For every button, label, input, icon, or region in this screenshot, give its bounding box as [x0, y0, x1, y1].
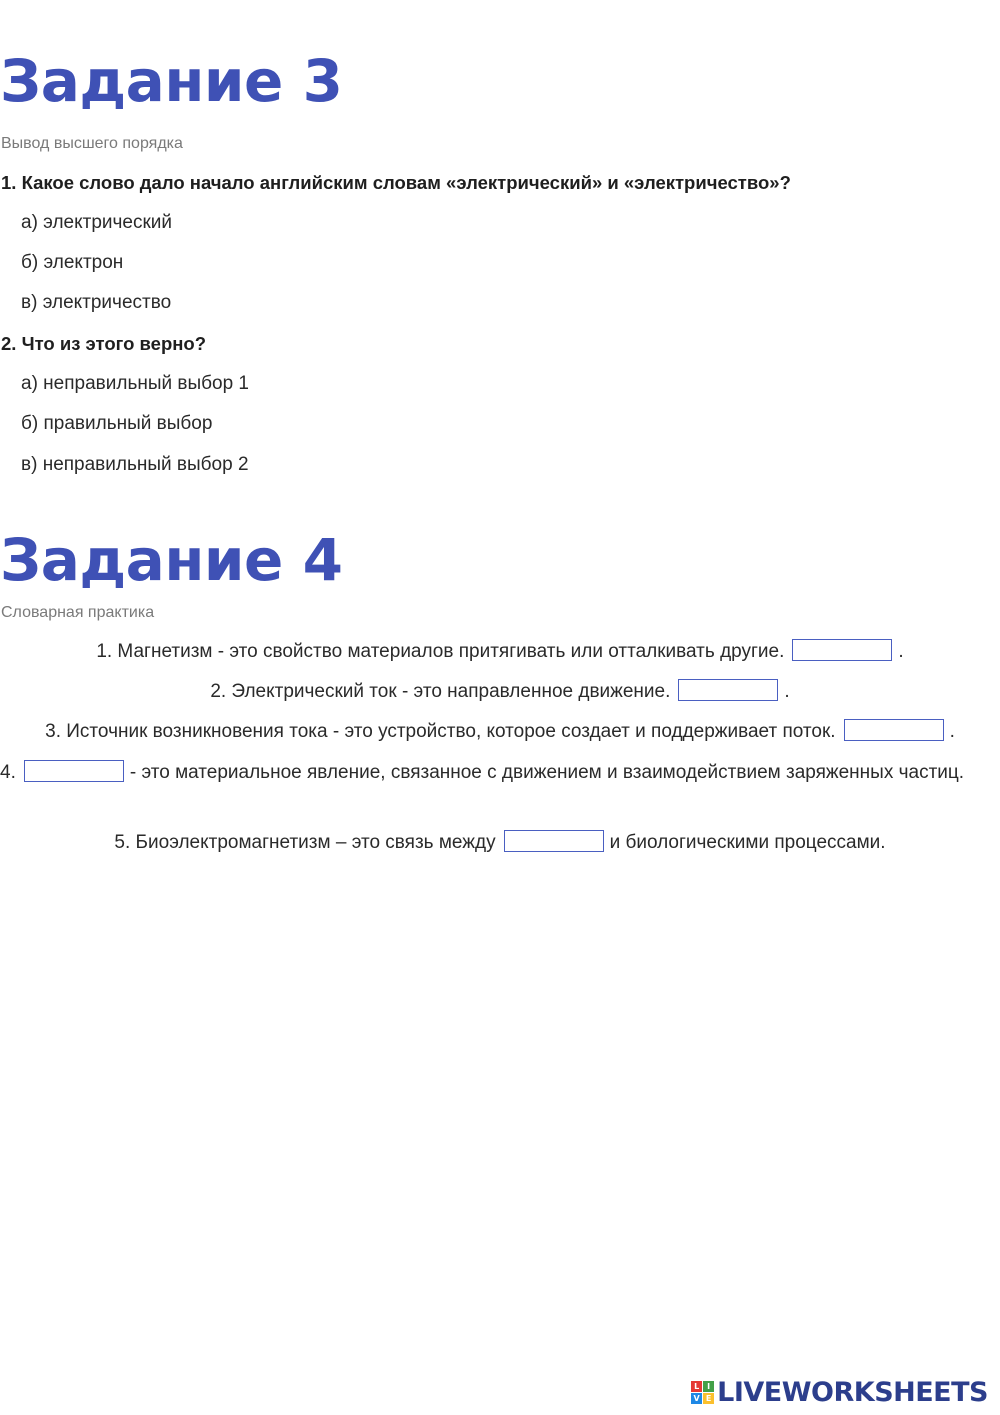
- liveworksheets-logo: [691, 1376, 988, 1408]
- task4-title: Задание 4: [0, 526, 343, 594]
- fill-item-5: [0, 831, 1000, 855]
- fill-item-3: [0, 720, 1000, 744]
- fill-item-2: [0, 680, 1000, 704]
- fill-item-1: [0, 640, 1000, 664]
- logo-mark-letter: L: [691, 1381, 702, 1392]
- q2-option-c[interactable]: в) неправильный выбор 2: [21, 454, 249, 475]
- task4-subtitle: Словарная практика: [1, 604, 155, 621]
- fill-item-5-text: 5. Биоэлектромагнетизм – это связь между: [114, 832, 496, 853]
- q1-option-b[interactable]: б) электрон: [21, 252, 124, 273]
- logo-mark-letter: V: [691, 1393, 702, 1404]
- question-2: 2. Что из этого верно?: [1, 333, 207, 354]
- task3-title: Задание 3: [0, 47, 343, 115]
- blank-input-3[interactable]: [844, 719, 944, 741]
- fill-item-1-text: 1. Магнетизм - это свойство материалов притягивать или отталкивать другие.: [96, 641, 785, 662]
- fill-item-2-end: .: [784, 681, 790, 702]
- logo-mark-letter: E: [703, 1393, 714, 1404]
- fill-item-4-number: 4.: [0, 762, 16, 783]
- blank-input-5[interactable]: [504, 830, 604, 852]
- fill-item-4: [0, 758, 995, 788]
- logo-text: LIVEWORKSHEETS: [717, 1376, 988, 1408]
- blank-input-4[interactable]: [24, 760, 124, 782]
- q2-option-a[interactable]: а) неправильный выбор 1: [21, 373, 249, 394]
- q1-option-a[interactable]: а) электрический: [21, 212, 173, 233]
- blank-input-2[interactable]: [678, 679, 778, 701]
- fill-item-3-end: .: [949, 721, 955, 742]
- task3-subtitle: Вывод высшего порядка: [1, 135, 183, 152]
- logo-mark-letter: I: [703, 1381, 714, 1392]
- blank-input-1[interactable]: [792, 639, 892, 661]
- fill-item-2-text: 2. Электрический ток - это направленное движение.: [210, 681, 671, 702]
- fill-item-3-text: 3. Источник возникновения тока - это устройство, которое создает и поддерживает поток.: [45, 721, 836, 742]
- logo-mark-icon: [691, 1381, 714, 1404]
- q1-option-c[interactable]: в) электричество: [21, 292, 172, 313]
- q2-option-b[interactable]: б) правильный выбор: [21, 413, 213, 434]
- fill-item-4-text: - это материальное явление, связанное с движением и взаимодействием заряженных частиц.: [129, 762, 965, 783]
- fill-item-1-end: .: [898, 641, 904, 662]
- fill-item-5-end: и биологическими процессами.: [609, 832, 886, 853]
- question-1: 1. Какое слово дало начало английским словам «электрический» и «электричество»?: [1, 172, 791, 193]
